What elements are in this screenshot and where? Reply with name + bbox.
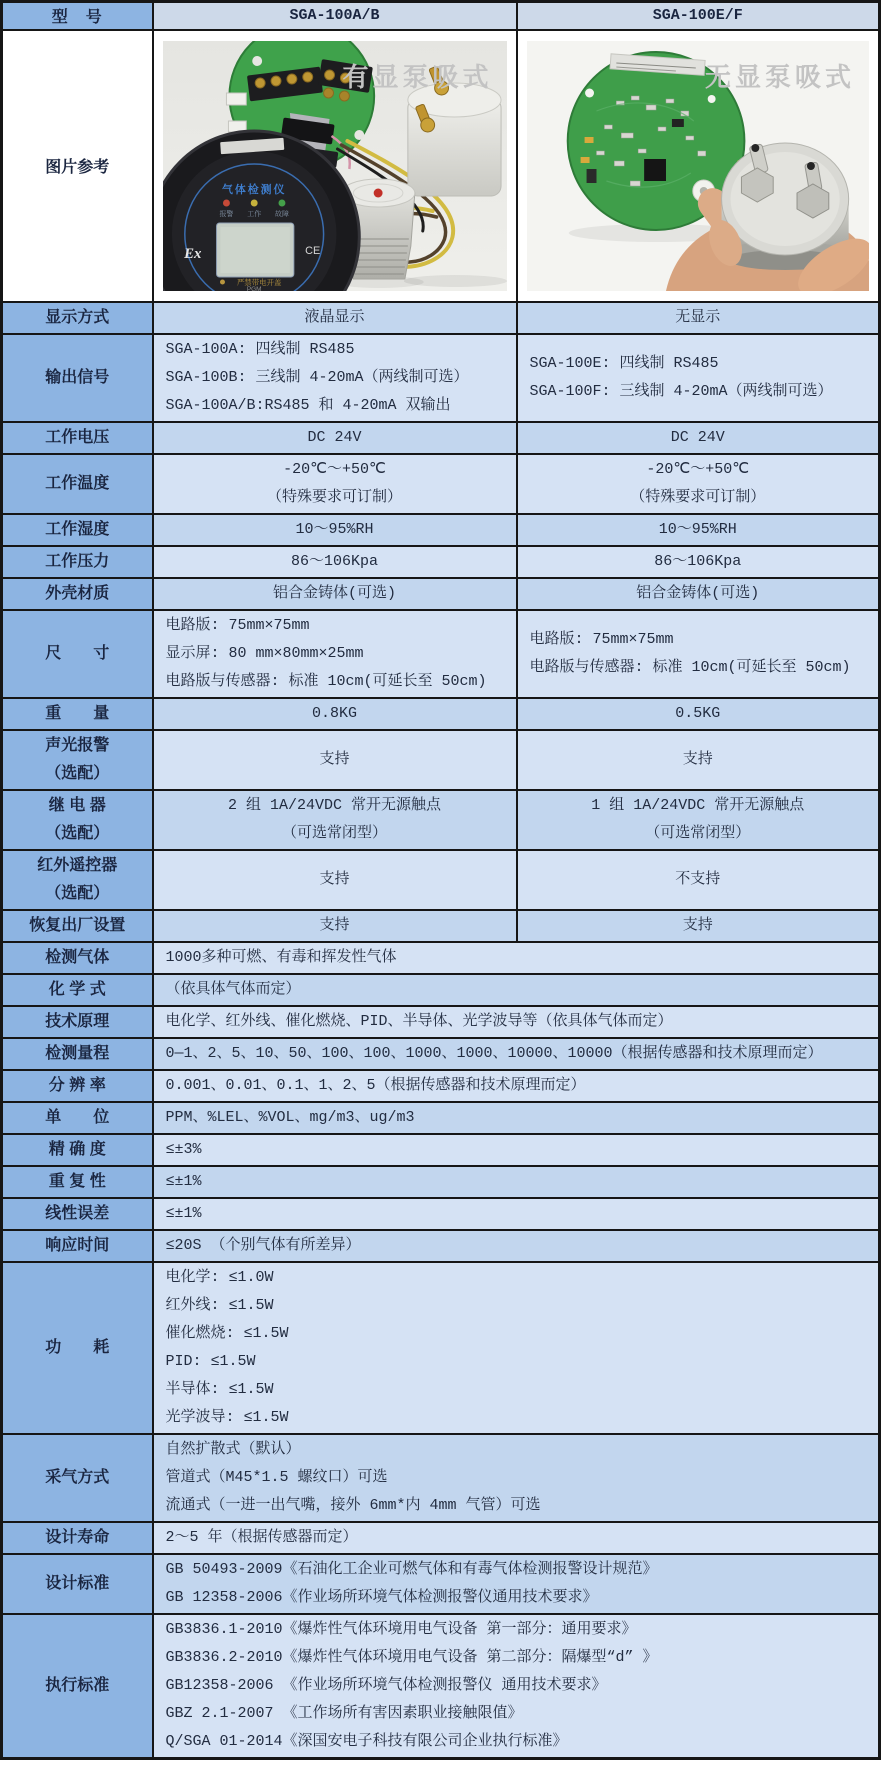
spec-value-cell — [153, 334, 517, 422]
spec-row-label-line: 执行标准 — [45, 1676, 110, 1694]
spec-value-line: -20℃～+50℃ — [283, 460, 386, 478]
spec-row — [2, 1038, 880, 1070]
spec-row-label-line: 工作压力 — [45, 552, 110, 570]
spec-value-line: 1 组 1A/24VDC 常开无源触点 — [591, 796, 805, 814]
spec-value-line: 0.8KG — [311, 704, 357, 722]
spec-value-cell — [153, 942, 880, 974]
spec-row-label-line: 重 复 性 — [48, 1172, 106, 1190]
spec-value-line: 电路版与传感器: 标准 10cm(可延长至 50cm) — [529, 658, 851, 676]
pgm-button-label: PGM — [246, 285, 262, 291]
spec-row — [2, 698, 880, 730]
spec-value-cell — [153, 1614, 880, 1759]
spec-row-label — [2, 1006, 153, 1038]
spec-row-label — [2, 514, 153, 546]
spec-value-cell — [153, 974, 880, 1006]
photo-cell-a — [153, 30, 517, 302]
spec-row-label — [2, 1198, 153, 1230]
spec-value-line: ≤±1% — [165, 1172, 202, 1190]
spec-value-cell — [153, 1434, 880, 1522]
spec-value-line: 支持 — [319, 750, 350, 768]
spec-value-line: （可选常闭型） — [645, 824, 751, 842]
spec-row-label — [2, 1038, 153, 1070]
spec-row-label-line: 技术原理 — [45, 1012, 110, 1030]
spec-value-line: SGA-100A: 四线制 RS485 — [165, 340, 355, 358]
spec-value-line: SGA-100B: 三线制 4-20mA（两线制可选） — [165, 368, 469, 386]
spec-value-line: 1000多种可燃、有毒和挥发性气体 — [165, 948, 397, 966]
spec-value-line: 0—1、2、5、10、50、100、100、1000、1000、10000、10000（根据传感器和技术原理而定） — [165, 1044, 823, 1062]
ce-mark: CE — [304, 244, 320, 257]
spec-value-line: 电化学、红外线、催化燃烧、PID、半导体、光学波导等（依具体气体而定） — [165, 1012, 673, 1030]
product-photo-b — [527, 41, 870, 291]
spec-value-cell — [153, 1166, 880, 1198]
spec-row-label — [2, 790, 153, 850]
spec-row-label-line: 精 确 度 — [48, 1140, 106, 1158]
spec-row-label-line: 响应时间 — [45, 1236, 110, 1254]
spec-row-label — [2, 850, 153, 910]
spec-value-cell — [153, 578, 517, 610]
spec-row-label — [2, 454, 153, 514]
spec-value-line: 支持 — [319, 870, 350, 888]
spec-value-line: 无显示 — [675, 308, 721, 326]
spec-value-line: 0.5KG — [675, 704, 721, 722]
spec-value-line: 流通式（一进一出气嘴，接外 6mm*内 4mm 气管）可选 — [165, 1496, 541, 1514]
spec-value-cell — [153, 302, 517, 334]
device-screen-title: 气体检测仪 — [221, 183, 286, 196]
spec-value-line: 管道式（M45*1.5 螺纹口）可选 — [165, 1468, 388, 1486]
spec-row-label-line: 工作湿度 — [45, 520, 110, 538]
spec-row — [2, 1006, 880, 1038]
spec-row — [2, 790, 880, 850]
spec-value-line: 86～106Kpa — [654, 552, 742, 570]
spec-value-cell — [153, 1070, 880, 1102]
spec-value-line: GB 50493-2009《石油化工企业可燃气体和有毒气体检测报警设计规范》 — [165, 1560, 658, 1578]
spec-row — [2, 910, 880, 942]
spec-value-line: -20℃～+50℃ — [646, 460, 750, 478]
spec-row-label — [2, 1614, 153, 1759]
spec-value-cell — [517, 302, 880, 334]
spec-value-line: （特殊要求可订制） — [630, 488, 766, 506]
spec-row-label-line: 声光报警 — [45, 736, 110, 754]
spec-row-label — [2, 1230, 153, 1262]
spec-row-label — [2, 1166, 153, 1198]
spec-value-line: GB3836.2-2010《爆炸性气体环境用电气设备 第二部分：隔爆型“d” 》 — [165, 1648, 658, 1666]
spec-value-cell — [153, 790, 517, 850]
spec-row — [2, 1070, 880, 1102]
spec-value-line: PID: ≤1.5W — [165, 1352, 256, 1370]
spec-row — [2, 974, 880, 1006]
spec-value-cell — [517, 730, 880, 790]
spec-row — [2, 942, 880, 974]
spec-value-line: DC 24V — [670, 428, 725, 446]
spec-row — [2, 1434, 880, 1522]
spec-value-cell — [153, 1230, 880, 1262]
watermark-text-a: 有显泵吸式 — [342, 61, 493, 92]
ex-mark: Ex — [183, 245, 201, 262]
spec-row — [2, 1230, 880, 1262]
spec-row — [2, 1134, 880, 1166]
spec-row-label — [2, 302, 153, 334]
spec-value-cell — [153, 514, 517, 546]
spec-value-line: （特殊要求可订制） — [266, 488, 402, 506]
product-photo-a — [163, 41, 507, 291]
spec-value-line: GB3836.1-2010《爆炸性气体环境用电气设备 第一部分：通用要求》 — [165, 1620, 637, 1638]
spec-value-line: 10～95%RH — [295, 520, 374, 538]
spec-value-cell — [153, 1006, 880, 1038]
spec-value-cell — [153, 730, 517, 790]
spec-value-cell — [153, 1038, 880, 1070]
spec-value-line: 液晶显示 — [304, 308, 365, 326]
spec-value-line: ≤±3% — [165, 1140, 202, 1158]
spec-row-label-line: 采气方式 — [45, 1468, 110, 1486]
spec-row-label-line: 检测量程 — [45, 1044, 110, 1062]
spec-row-label — [2, 334, 153, 422]
spec-row — [2, 1522, 880, 1554]
spec-row-label — [2, 1102, 153, 1134]
spec-row-label-line: 输出信号 — [45, 368, 110, 386]
spec-value-line: 铝合金铸体(可选) — [636, 584, 760, 602]
spec-row — [2, 610, 880, 698]
spec-value-cell — [517, 334, 880, 422]
spec-value-line: 2 组 1A/24VDC 常开无源触点 — [227, 796, 442, 814]
spec-value-line: GB12358-2006 《作业场所环境气体检测报警仪 通用技术要求》 — [165, 1676, 607, 1694]
spec-row — [2, 302, 880, 334]
spec-value-cell — [153, 1554, 880, 1614]
spec-row-label — [2, 910, 153, 942]
spec-value-line: 2～5 年（根据传感器而定） — [165, 1528, 358, 1546]
spec-value-cell — [517, 546, 880, 578]
spec-row — [2, 514, 880, 546]
spec-value-line: 半导体: ≤1.5W — [165, 1380, 274, 1398]
device-warning-text: 严禁带电开盖 — [236, 277, 281, 287]
spec-row-label — [2, 1070, 153, 1102]
spec-row-label — [2, 974, 153, 1006]
spec-value-cell — [153, 422, 517, 454]
spec-value-line: SGA-100E: 四线制 RS485 — [529, 354, 719, 372]
spec-value-line: 支持 — [682, 916, 713, 934]
spec-value-cell — [153, 1102, 880, 1134]
spec-value-line: 0.001、0.01、0.1、1、2、5（根据传感器和技术原理而定） — [165, 1076, 586, 1094]
spec-value-cell — [153, 546, 517, 578]
spec-value-line: 86～106Kpa — [290, 552, 378, 570]
spec-value-cell — [517, 578, 880, 610]
spec-row — [2, 422, 880, 454]
spec-row-label-line: 继 电 器 — [48, 796, 106, 814]
spec-row — [2, 454, 880, 514]
spec-value-line: SGA-100A/B:RS485 和 4-20mA 双输出 — [165, 396, 451, 414]
spec-value-line: ≤±1% — [165, 1204, 202, 1222]
spec-table-body — [2, 2, 880, 1759]
spec-value-cell — [153, 698, 517, 730]
spec-value-line: 显示屏: 80 mm×80mm×25mm — [165, 644, 364, 662]
spec-row-label — [2, 422, 153, 454]
spec-value-line: GB 12358-2006《作业场所环境气体检测报警仪通用技术要求》 — [165, 1588, 598, 1606]
spec-row — [2, 1554, 880, 1614]
spec-value-line: 电路版: 75mm×75mm — [165, 616, 310, 634]
spec-value-cell — [517, 514, 880, 546]
spec-row — [2, 730, 880, 790]
spec-value-cell — [517, 698, 880, 730]
led-label-alarm: 报警 — [219, 210, 233, 218]
spec-row-label-line: 设计标准 — [45, 1574, 110, 1592]
spec-value-cell — [153, 1522, 880, 1554]
spec-row-label-line: 恢复出厂设置 — [29, 916, 126, 934]
spec-value-line: Q/SGA 01-2014《深国安电子科技有限公司企业执行标准》 — [165, 1732, 568, 1750]
led-label-work: 工作 — [246, 210, 261, 218]
spec-value-line: 光学波导: ≤1.5W — [165, 1408, 289, 1426]
model-header-label: 型 号 — [2, 2, 153, 30]
spec-value-line: 自然扩散式（默认） — [165, 1440, 301, 1458]
spec-row-label — [2, 1434, 153, 1522]
spec-value-cell — [517, 790, 880, 850]
spec-value-line: 催化燃烧: ≤1.5W — [165, 1324, 289, 1342]
spec-value-line: 10～95%RH — [658, 520, 737, 538]
spec-row-label — [2, 578, 153, 610]
spec-row-label-line: 工作温度 — [45, 474, 110, 492]
spec-row-label — [2, 698, 153, 730]
spec-row-label-line: 红外遥控器 — [37, 856, 118, 874]
spec-value-cell — [153, 850, 517, 910]
spec-row-label-line: 设计寿命 — [45, 1528, 110, 1546]
spec-row-label-line: 工作电压 — [45, 428, 110, 446]
spec-value-line: PPM、%LEL、%VOL、mg/m3、ug/m3 — [165, 1108, 415, 1126]
spec-value-cell — [153, 610, 517, 698]
spec-value-line: （可选常闭型） — [281, 824, 387, 842]
spec-row — [2, 578, 880, 610]
spec-row — [2, 1262, 880, 1434]
spec-value-cell — [517, 910, 880, 942]
spec-value-cell — [517, 454, 880, 514]
image-reference-row — [2, 30, 880, 302]
spec-value-line: 铝合金铸体(可选) — [272, 584, 396, 602]
spec-row-label-line: 单 位 — [45, 1108, 110, 1126]
spec-row-label-line: 线性误差 — [45, 1204, 110, 1222]
spec-value-cell — [153, 910, 517, 942]
led-label-fault: 故障 — [274, 210, 289, 218]
model-a-header: SGA-100A/B — [153, 2, 517, 30]
spec-row — [2, 546, 880, 578]
spec-value-line: DC 24V — [307, 428, 362, 446]
spec-row — [2, 1166, 880, 1198]
spec-value-cell — [517, 610, 880, 698]
spec-row-label — [2, 610, 153, 698]
spec-value-cell — [153, 1262, 880, 1434]
spec-row-label — [2, 1262, 153, 1434]
spec-row-label — [2, 546, 153, 578]
spec-value-line: 电路版与传感器: 标准 10cm(可延长至 50cm) — [165, 672, 487, 690]
spec-value-cell — [153, 1198, 880, 1230]
spec-row — [2, 1614, 880, 1759]
spec-row-label-line: （选配） — [45, 824, 110, 842]
spec-value-line: （依具体气体而定） — [165, 980, 301, 998]
watermark-text-b: 无显泵吸式 — [704, 61, 855, 92]
spec-row-label-line: 重 量 — [45, 704, 110, 722]
spec-row-label-line: 检测气体 — [45, 948, 110, 966]
spec-row — [2, 1198, 880, 1230]
photo-cell-b — [517, 30, 880, 302]
spec-row-label-line: 尺 寸 — [45, 644, 110, 662]
spec-row-label-line: 功 耗 — [45, 1338, 110, 1356]
spec-value-cell — [153, 454, 517, 514]
model-b-header: SGA-100E/F — [517, 2, 880, 30]
spec-value-line: 支持 — [682, 750, 713, 768]
spec-row-label — [2, 1554, 153, 1614]
spec-row-label-line: 外壳材质 — [45, 584, 110, 602]
image-row-label: 图片参考 — [2, 30, 153, 302]
spec-row-label-line: 分 辨 率 — [48, 1076, 106, 1094]
model-header-row — [2, 2, 880, 30]
spec-value-line: 红外线: ≤1.5W — [165, 1296, 274, 1314]
spec-row-label-line: 化 学 式 — [48, 980, 106, 998]
spec-row-label-line: （选配） — [45, 884, 110, 902]
spec-row-label — [2, 1522, 153, 1554]
spec-row-label-line: （选配） — [45, 764, 110, 782]
spec-row-label — [2, 730, 153, 790]
spec-row-label — [2, 942, 153, 974]
spec-row-label — [2, 1134, 153, 1166]
spec-row-label-line: 显示方式 — [45, 308, 110, 326]
spec-row — [2, 850, 880, 910]
spec-value-cell — [517, 422, 880, 454]
spec-value-cell — [517, 850, 880, 910]
spec-value-line: SGA-100F: 三线制 4-20mA（两线制可选） — [529, 382, 833, 400]
spec-value-line: GBZ 2.1-2007 《工作场所有害因素职业接触限值》 — [165, 1704, 523, 1722]
spec-row — [2, 1102, 880, 1134]
spec-value-line: 不支持 — [675, 870, 721, 888]
spec-value-cell — [153, 1134, 880, 1166]
spec-value-line: ≤20S （个别气体有所差异） — [165, 1236, 361, 1254]
spec-value-line: 支持 — [319, 916, 350, 934]
spec-value-line: 电路版: 75mm×75mm — [529, 630, 674, 648]
spec-row — [2, 334, 880, 422]
spec-value-line: 电化学: ≤1.0W — [165, 1268, 274, 1286]
